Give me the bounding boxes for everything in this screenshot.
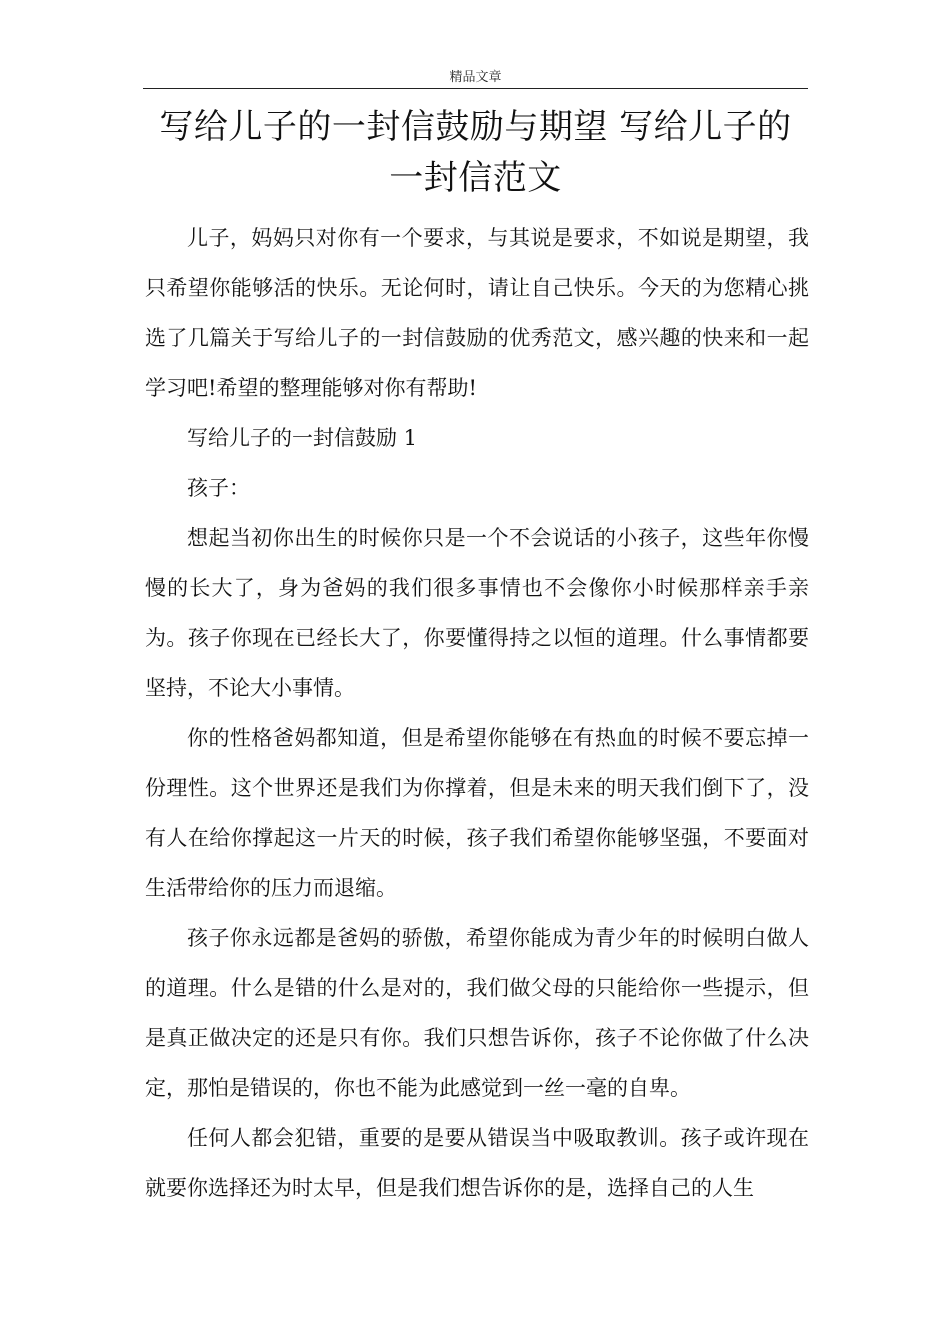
header-divider: [143, 88, 808, 89]
body-paragraph: 你的性格爸妈都知道，但是希望你能够在有热血的时候不要忘掉一份理性。这个世界还是我们为你撑着，但是未来的明天我们倒下了，没有人在给你撑起这一片天的时候，孩子我们希望你能够坚强，不要面对生活带给你的压力而退缩。: [145, 726, 809, 900]
salutation: 孩子：: [187, 476, 250, 500]
body-paragraph: 孩子你永远都是爸妈的骄傲，希望你能成为青少年的时候明白做人的道理。什么是错的什么是对的，我们做父母的只能给你一些提示，但是真正做决定的还是只有你。我们只想告诉你，孩子不论你做了什么决定，那怕是错误的，你也不能为此感觉到一丝一毫的自卑。: [145, 926, 809, 1100]
body-paragraph: 想起当初你出生的时候你只是一个不会说话的小孩子，这些年你慢慢的长大了，身为爸妈的我们很多事情也不会像你小时候那样亲手亲为。孩子你现在已经长大了，你要懂得持之以恒的道理。什么事情都要坚持，不论大小事情。: [145, 526, 809, 700]
document-body: [145, 213, 809, 1213]
document-title: 写给儿子的一封信鼓励与期望 写给儿子的一封信范文: [159, 107, 792, 198]
body-paragraph: 儿子，妈妈只对你有一个要求，与其说是要求，不如说是期望，我只希望你能够活的快乐。无论何时，请让自己快乐。今天的为您精心挑选了几篇关于写给儿子的一封信鼓励的优秀范文，感兴趣的快来和一起学习吧!希望的整理能够对你有帮助!: [145, 226, 809, 400]
body-paragraph: 任何人都会犯错，重要的是要从错误当中吸取教训。孩子或许现在就要你选择还为时太早，但是我们想告诉你的是，选择自己的人生: [145, 1126, 809, 1200]
page-header: 精品文章: [449, 70, 502, 85]
section-heading: 写给儿子的一封信鼓励 1: [187, 426, 418, 450]
